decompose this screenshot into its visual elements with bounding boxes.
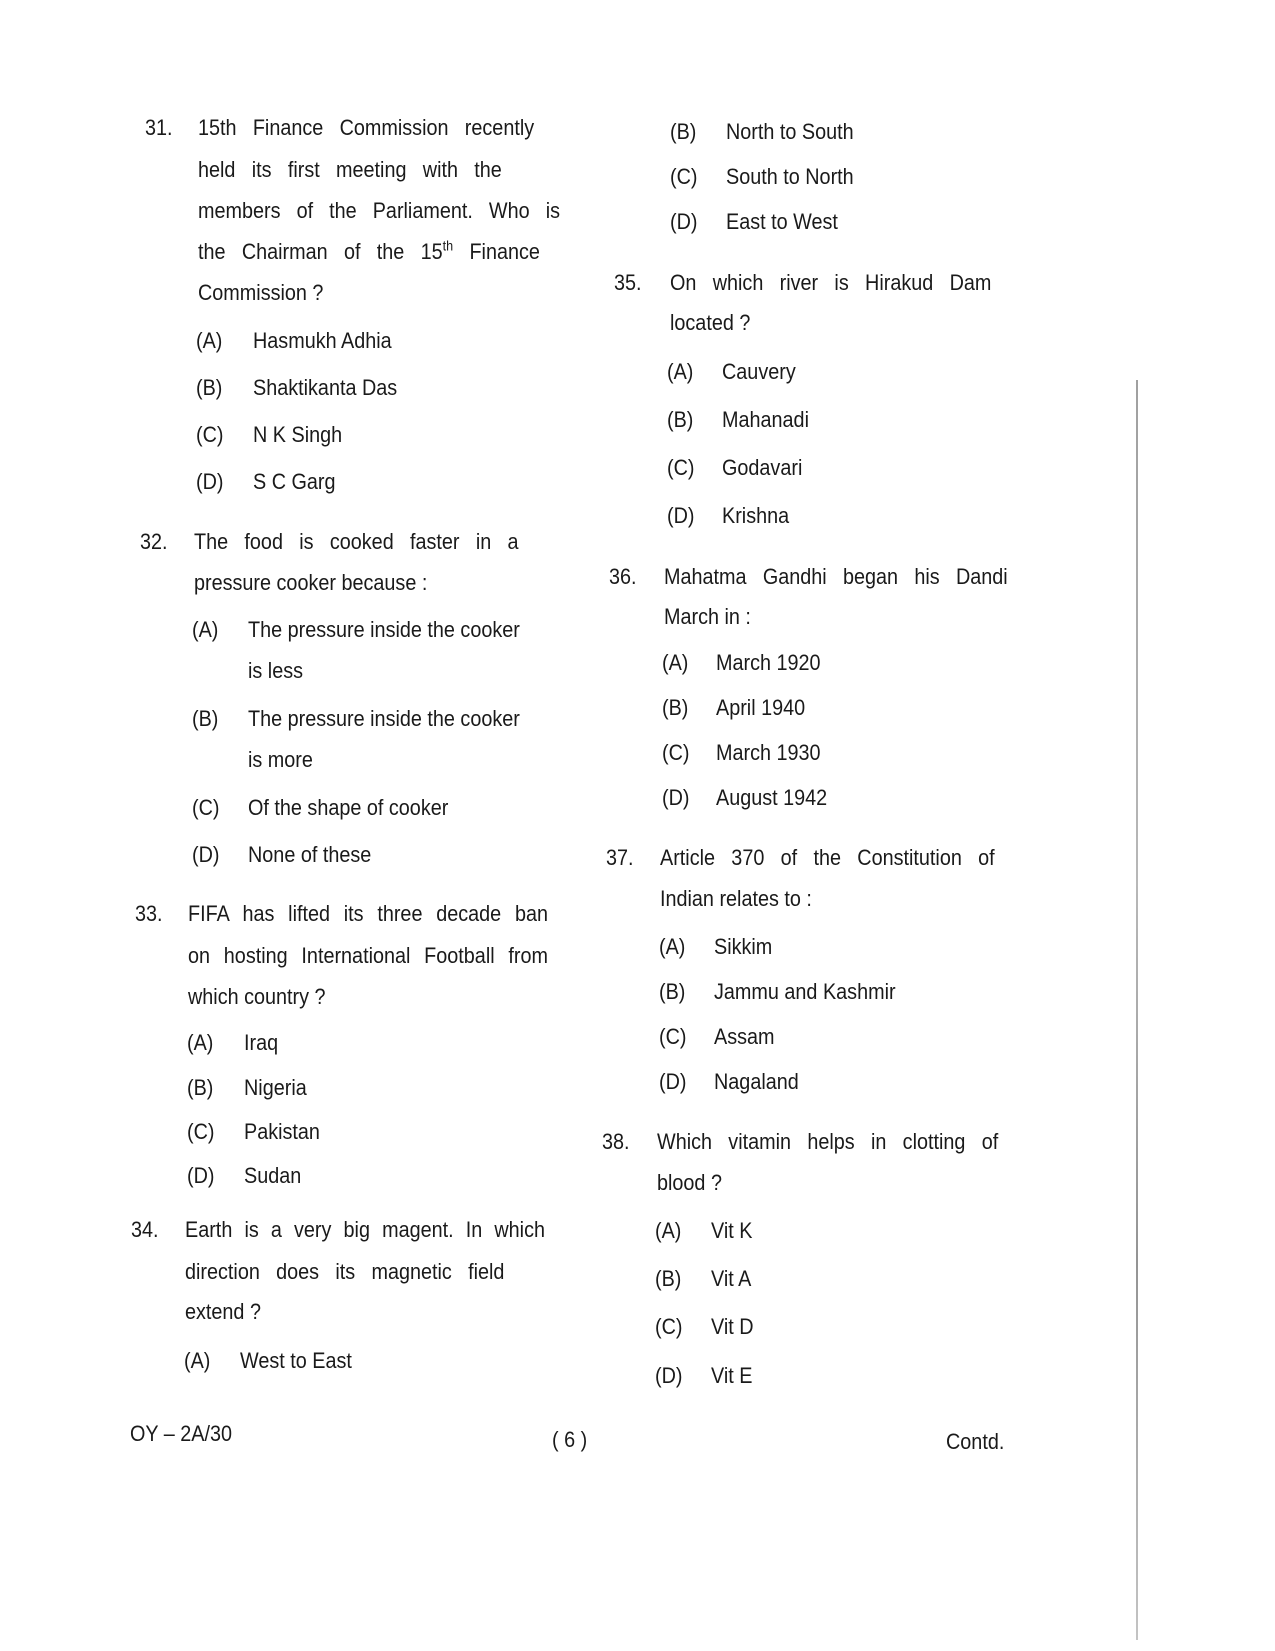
option-label: (B) [192, 706, 219, 731]
option-text: N K Singh [253, 422, 343, 447]
option-label: (D) [670, 209, 698, 234]
option-text: North to South [726, 119, 854, 144]
option-label: (C) [187, 1119, 215, 1144]
option-text: The pressure inside the cooker [248, 617, 520, 642]
question-number: 36. [609, 564, 637, 589]
option-label: (D) [659, 1069, 687, 1094]
question-text: Which vitamin helps in clotting of [657, 1129, 999, 1154]
question-number: 33. [135, 901, 163, 926]
option-text: Sudan [244, 1163, 302, 1188]
question-text: members of the Parliament. Who is [198, 198, 560, 223]
question-text: which country ? [188, 984, 326, 1009]
option-text: Nigeria [244, 1075, 307, 1100]
option-label: (C) [662, 740, 690, 765]
question-text: located ? [670, 310, 751, 335]
option-label: (B) [659, 979, 686, 1004]
option-label: (D) [192, 842, 220, 867]
option-label: (C) [192, 795, 220, 820]
question-text: FIFA has lifted its three decade ban [188, 901, 548, 926]
question-text: extend ? [185, 1299, 261, 1324]
option-label: (B) [196, 375, 223, 400]
option-label: (D) [667, 503, 695, 528]
option-text: March 1930 [716, 740, 821, 765]
option-text: S C Garg [253, 469, 336, 494]
option-text: Hasmukh Adhia [253, 328, 392, 353]
option-text: March 1920 [716, 650, 821, 675]
option-text: Of the shape of cooker [248, 795, 449, 820]
question-text: Article 370 of the Constitution of [660, 845, 995, 870]
question-text: on hosting International Football from [188, 943, 548, 968]
option-text: Jammu and Kashmir [714, 979, 896, 1004]
question-text: blood ? [657, 1170, 722, 1195]
option-text: April 1940 [716, 695, 806, 720]
question-number: 37. [606, 845, 634, 870]
option-text: Vit K [711, 1218, 753, 1243]
option-text: Vit D [711, 1314, 754, 1339]
option-text: Shaktikanta Das [253, 375, 398, 400]
option-text: Godavari [722, 455, 803, 480]
question-text: The food is cooked faster in a [194, 529, 519, 554]
option-text: Mahanadi [722, 407, 809, 432]
page-number: ( 6 ) [552, 1427, 588, 1452]
option-text: None of these [248, 842, 372, 867]
option-label: (A) [655, 1218, 682, 1243]
option-text: Iraq [244, 1030, 279, 1055]
question-text: pressure cooker because : [194, 570, 428, 595]
option-text: West to East [240, 1348, 352, 1373]
question-number: 35. [614, 270, 642, 295]
question-text: Mahatma Gandhi began his Dandi [664, 564, 1008, 589]
option-text: August 1942 [716, 785, 828, 810]
option-label: (C) [659, 1024, 687, 1049]
question-text: the Chairman of the 15th Finance [198, 237, 540, 264]
continued-label: Contd. [946, 1429, 1005, 1454]
question-number: 38. [602, 1129, 630, 1154]
option-text: The pressure inside the cooker [248, 706, 520, 731]
option-label: (C) [670, 164, 698, 189]
option-text: is more [248, 747, 313, 772]
option-text: Cauvery [722, 359, 796, 384]
option-label: (A) [659, 934, 686, 959]
option-label: (B) [670, 119, 697, 144]
option-label: (B) [662, 695, 689, 720]
option-label: (A) [196, 328, 223, 353]
question-text: Indian relates to : [660, 886, 812, 911]
option-text: Krishna [722, 503, 790, 528]
question-text: 15th Finance Commission recently [198, 115, 535, 140]
question-text: March in : [664, 604, 751, 629]
option-label: (A) [662, 650, 689, 675]
option-label: (B) [667, 407, 694, 432]
question-number: 31. [145, 115, 173, 140]
option-text: East to West [726, 209, 838, 234]
option-label: (C) [196, 422, 224, 447]
question-text: On which river is Hirakud Dam [670, 270, 992, 295]
option-label: (B) [655, 1266, 682, 1291]
option-text: Vit E [711, 1363, 753, 1388]
option-text: Assam [714, 1024, 775, 1049]
paper-code: OY – 2A/30 [130, 1421, 233, 1446]
option-text: Pakistan [244, 1119, 320, 1144]
scan-edge-line [1136, 380, 1138, 1640]
question-text: Commission ? [198, 280, 324, 305]
option-text: Sikkim [714, 934, 773, 959]
option-label: (B) [187, 1075, 214, 1100]
option-text: Vit A [711, 1266, 752, 1291]
question-text: held its first meeting with the [198, 157, 502, 182]
option-label: (A) [187, 1030, 214, 1055]
option-label: (C) [655, 1314, 683, 1339]
option-text: South to North [726, 164, 854, 189]
question-text: direction does its magnetic field [185, 1259, 505, 1284]
option-label: (A) [667, 359, 694, 384]
option-label: (D) [655, 1363, 683, 1388]
option-label: (A) [184, 1348, 211, 1373]
option-label: (C) [667, 455, 695, 480]
option-label: (A) [192, 617, 219, 642]
option-label: (D) [196, 469, 224, 494]
question-number: 32. [140, 529, 168, 554]
question-number: 34. [131, 1217, 159, 1242]
question-text: Earth is a very big magent. In which [185, 1217, 545, 1242]
option-text: Nagaland [714, 1069, 799, 1094]
option-label: (D) [187, 1163, 215, 1188]
option-label: (D) [662, 785, 690, 810]
option-text: is less [248, 658, 304, 683]
